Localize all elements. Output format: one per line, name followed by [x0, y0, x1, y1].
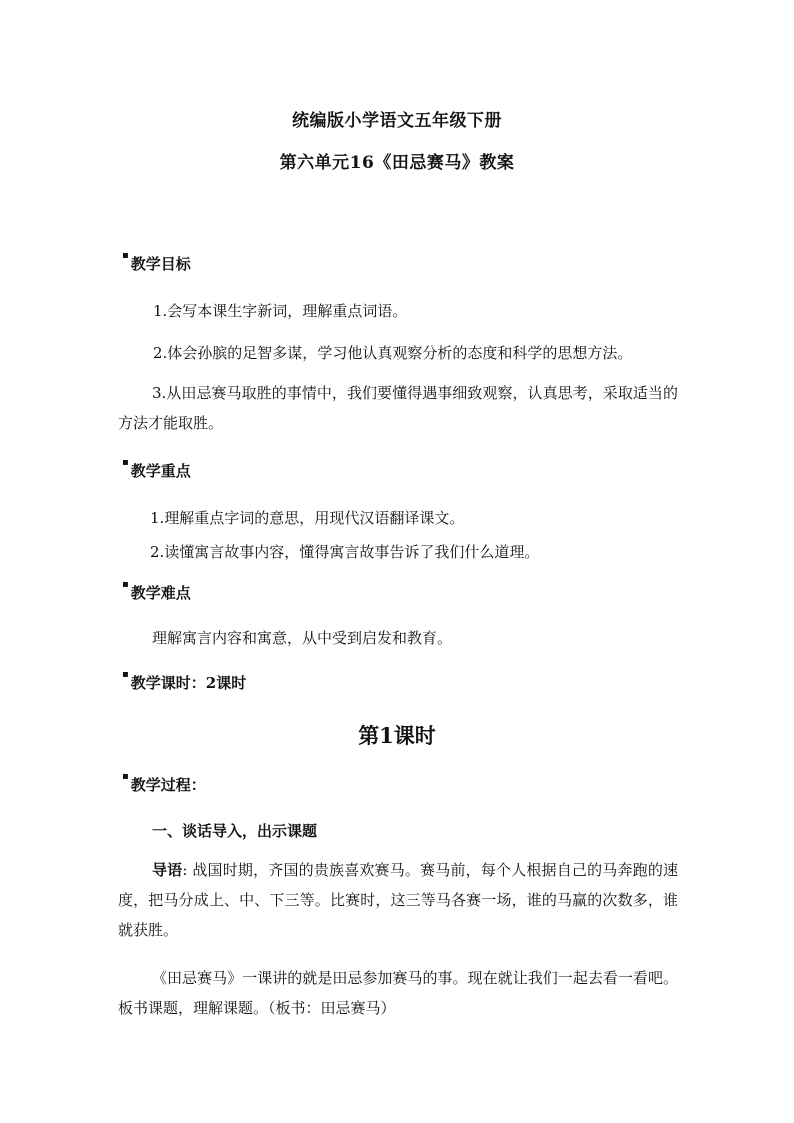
difficulty-text: 理解寓言内容和寓意，从中受到启发和教育。: [152, 629, 453, 647]
section-heading-hours-text: 教学课时：2课时: [130, 674, 247, 692]
intro-label: 导语: [152, 861, 183, 879]
section-heading-process-text: 教学过程：: [130, 776, 206, 794]
goal-item-3: 3.从田忌赛马取胜的事情中，我们要懂得遇事细致观察，认真思考，采取适当的方法才能取胜。: [118, 384, 678, 432]
section-heading-process: [122, 771, 206, 795]
section-heading-difficulties-text: 教学难点: [130, 584, 191, 602]
bullet-icon: ▪: [122, 457, 129, 468]
section-heading-hours: [122, 669, 247, 693]
bullet-icon: ▪: [122, 771, 129, 782]
bullet-icon: ▪: [122, 250, 129, 261]
step1-heading: 一、谈话导入，出示课题: [152, 822, 318, 840]
section-heading-key-points-text: 教学重点: [130, 462, 191, 480]
lesson-title: 第1课时: [358, 723, 436, 748]
goal-item-2: 2.体会孙膑的足智多谋，学习他认真观察分析的态度和科学的思想方法。: [153, 344, 633, 362]
document-title-line2: 第六单元16《田忌赛马》教案: [279, 153, 515, 173]
intro-paragraph-2: 《田忌赛马》一课讲的就是田忌参加赛马的事。现在就让我们一起去看一看吧。板书课题，理解课题。（板书：田忌赛马）: [118, 969, 678, 1017]
intro-text: : 战国时期，齐国的贵族喜欢赛马。赛马前，每个人根据自己的马奔跑的速度，把马分成上、中、下三等。比赛时，这三等马各赛一场，谁的马赢的次数多，谁就获胜。: [118, 861, 678, 939]
intro-paragraph: [118, 855, 678, 945]
section-heading-difficulties: [122, 579, 191, 603]
document-title-line1: 统编版小学语文五年级下册: [292, 111, 502, 131]
section-heading-goals-text: 教学目标: [130, 255, 191, 273]
key-point-item-2: 2.读懂寓言故事内容，懂得寓言故事告诉了我们什么道理。: [150, 543, 540, 561]
section-heading-goals: [122, 250, 191, 274]
key-point-item-1: 1.理解重点字词的意思，用现代汉语翻译课文。: [150, 509, 465, 527]
bullet-icon: ▪: [122, 669, 129, 680]
goal-item-1: 1.会写本课生字新词，理解重点词语。: [153, 302, 408, 320]
section-heading-key-points: [122, 457, 191, 481]
bullet-icon: ▪: [122, 579, 129, 590]
